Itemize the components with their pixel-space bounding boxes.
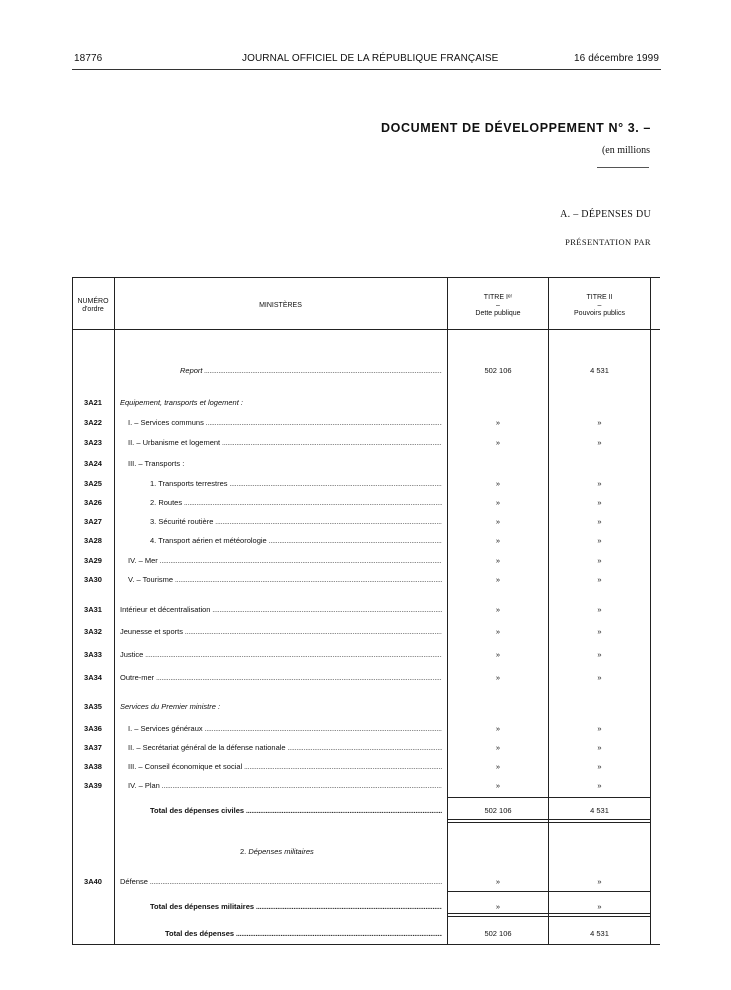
cell-titre1: » [495, 781, 501, 790]
row-label: Justice ..... [120, 649, 442, 660]
cell-titre2: » [597, 536, 602, 545]
row-label: Total des dépenses militaires ..... [120, 901, 442, 912]
cell-titre2: » [597, 877, 602, 886]
table-header-rule [72, 329, 660, 330]
table-bottom-rule [72, 944, 660, 945]
row-label: 2. Dépenses militaires [240, 847, 314, 856]
row-label: Services du Premier ministre : [120, 702, 221, 711]
row-label: I. – Services communs ..... [120, 417, 442, 428]
cell-titre1: » [495, 438, 501, 447]
row-label: Jeunesse et sports ..... [120, 626, 442, 637]
cell-titre1: » [495, 627, 501, 636]
cell-titre1: » [495, 479, 501, 488]
cell-titre2: 4 531 [590, 806, 609, 815]
page-number: 18776 [74, 53, 103, 64]
document-title: DOCUMENT DE DÉVELOPPEMENT N° 3. – [381, 121, 651, 135]
row-code: 3A30 [84, 575, 102, 584]
row-code: 3A34 [84, 673, 102, 682]
cell-titre1: » [495, 877, 501, 886]
row-label: Total des dépenses civiles ..... [120, 805, 442, 816]
header-numero: NUMÉRO [77, 298, 109, 305]
cell-titre1: » [495, 498, 501, 507]
row-code: 3A29 [84, 556, 102, 565]
cell-titre1: » [495, 418, 501, 427]
header-ordre: d'ordre [82, 306, 104, 313]
cell-titre2: » [597, 556, 602, 565]
cell-titre1: » [495, 517, 501, 526]
row-label: Equipement, transports et logement : [120, 398, 243, 407]
header-titre1-dash: – [496, 302, 500, 309]
row-code: 3A28 [84, 536, 102, 545]
cell-titre2: » [597, 418, 602, 427]
row-label: III. – Transports : [128, 459, 185, 468]
row-label: II. – Urbanisme et logement ..... [120, 437, 442, 448]
row-code: 3A33 [84, 650, 102, 659]
cell-titre2: » [597, 650, 602, 659]
cell-titre1: 502 106 [484, 929, 512, 938]
col-divider-code [114, 277, 115, 945]
row-label: Total des dépenses ..... [120, 928, 442, 939]
row-code: 3A36 [84, 724, 102, 733]
table-top-rule [72, 277, 660, 278]
cell-titre1: 502 106 [484, 366, 512, 375]
row-code: 3A23 [84, 438, 102, 447]
row-label: V. – Tourisme ..... [120, 574, 442, 585]
row-label: Report ..... [120, 365, 442, 376]
header-titre2: TITRE II [586, 294, 613, 301]
cell-titre2: » [597, 605, 602, 614]
publication-date: 16 décembre 1999 [574, 53, 659, 64]
row-label: I. – Services généraux ..... [120, 723, 442, 734]
row-label: 4. Transport aérien et météorologie ..... [120, 535, 442, 546]
row-code: 3A21 [84, 398, 102, 407]
cell-titre2: » [597, 743, 602, 752]
journal-title: JOURNAL OFFICIEL DE LA RÉPUBLIQUE FRANÇAISE [242, 53, 499, 64]
cell-titre1: » [495, 650, 501, 659]
total-civiles-rule-bottom-1 [447, 819, 650, 820]
row-code: 3A24 [84, 459, 102, 468]
presentation-heading: PRÉSENTATION PAR [565, 237, 651, 247]
section-heading: A. – DÉPENSES DU [560, 209, 651, 220]
row-label: Outre-mer ..... [120, 672, 442, 683]
row-code: 3A25 [84, 479, 102, 488]
row-code: 3A22 [84, 418, 102, 427]
row-label: 2. Routes ..... [120, 497, 442, 508]
total-militaires-rule-top [447, 891, 650, 892]
row-label: IV. – Mer ..... [120, 555, 442, 566]
cell-titre2: 4 531 [590, 929, 609, 938]
cell-titre1: » [495, 902, 501, 911]
row-code: 3A39 [84, 781, 102, 790]
row-code: 3A31 [84, 605, 102, 614]
units-note: (en millions [601, 145, 650, 156]
cell-titre1: » [495, 536, 501, 545]
row-label: Intérieur et décentralisation ..... [120, 604, 442, 615]
units-rule [597, 167, 649, 168]
cell-titre2: » [597, 762, 602, 771]
row-code: 3A32 [84, 627, 102, 636]
cell-titre2: » [597, 479, 602, 488]
cell-titre2: » [597, 781, 602, 790]
header-rule [72, 69, 661, 70]
row-code: 3A26 [84, 498, 102, 507]
total-militaires-rule-bottom-1 [447, 913, 650, 914]
cell-titre2: » [597, 902, 602, 911]
cell-titre2: » [597, 438, 602, 447]
header-titre1-subtitle: Dette publique [475, 310, 521, 317]
row-label: IV. – Plan ..... [120, 780, 442, 791]
total-militaires-rule-bottom-2 [447, 916, 650, 917]
col-divider-titre2 [650, 277, 651, 945]
row-code: 3A38 [84, 762, 102, 771]
cell-titre2: » [597, 724, 602, 733]
cell-titre1: » [495, 605, 501, 614]
row-code: 3A37 [84, 743, 102, 752]
row-code: 3A35 [84, 702, 102, 711]
row-label: 3. Sécurité routière ..... [120, 516, 442, 527]
header-titre1: TITRE Iᵉʳ [483, 294, 513, 301]
cell-titre1: » [495, 724, 501, 733]
cell-titre2: » [597, 627, 602, 636]
cell-titre1: » [495, 575, 501, 584]
header-titre2-subtitle: Pouvoirs publics [574, 310, 625, 317]
row-label: II. – Secrétariat général de la défense nationale ..... [120, 742, 442, 753]
cell-titre2: » [597, 673, 602, 682]
header-titre2-dash: – [597, 302, 602, 309]
cell-titre1: 502 106 [484, 806, 512, 815]
cell-titre2: » [597, 498, 602, 507]
cell-titre1: » [495, 762, 501, 771]
row-label: III. – Conseil économique et social ..... [120, 761, 442, 772]
cell-titre2: 4 531 [590, 366, 609, 375]
row-label: Défense ..... [120, 876, 442, 887]
cell-titre2: » [597, 517, 602, 526]
cell-titre1: » [495, 556, 501, 565]
row-code: 3A40 [84, 877, 102, 886]
cell-titre2: » [597, 575, 602, 584]
total-civiles-rule-bottom-2 [447, 822, 650, 823]
row-label: 1. Transports terrestres ..... [120, 478, 442, 489]
row-code: 3A27 [84, 517, 102, 526]
cell-titre1: » [495, 673, 501, 682]
header-ministeres: MINISTÈRES [259, 302, 302, 309]
cell-titre1: » [495, 743, 501, 752]
total-civiles-rule-top [447, 797, 650, 798]
